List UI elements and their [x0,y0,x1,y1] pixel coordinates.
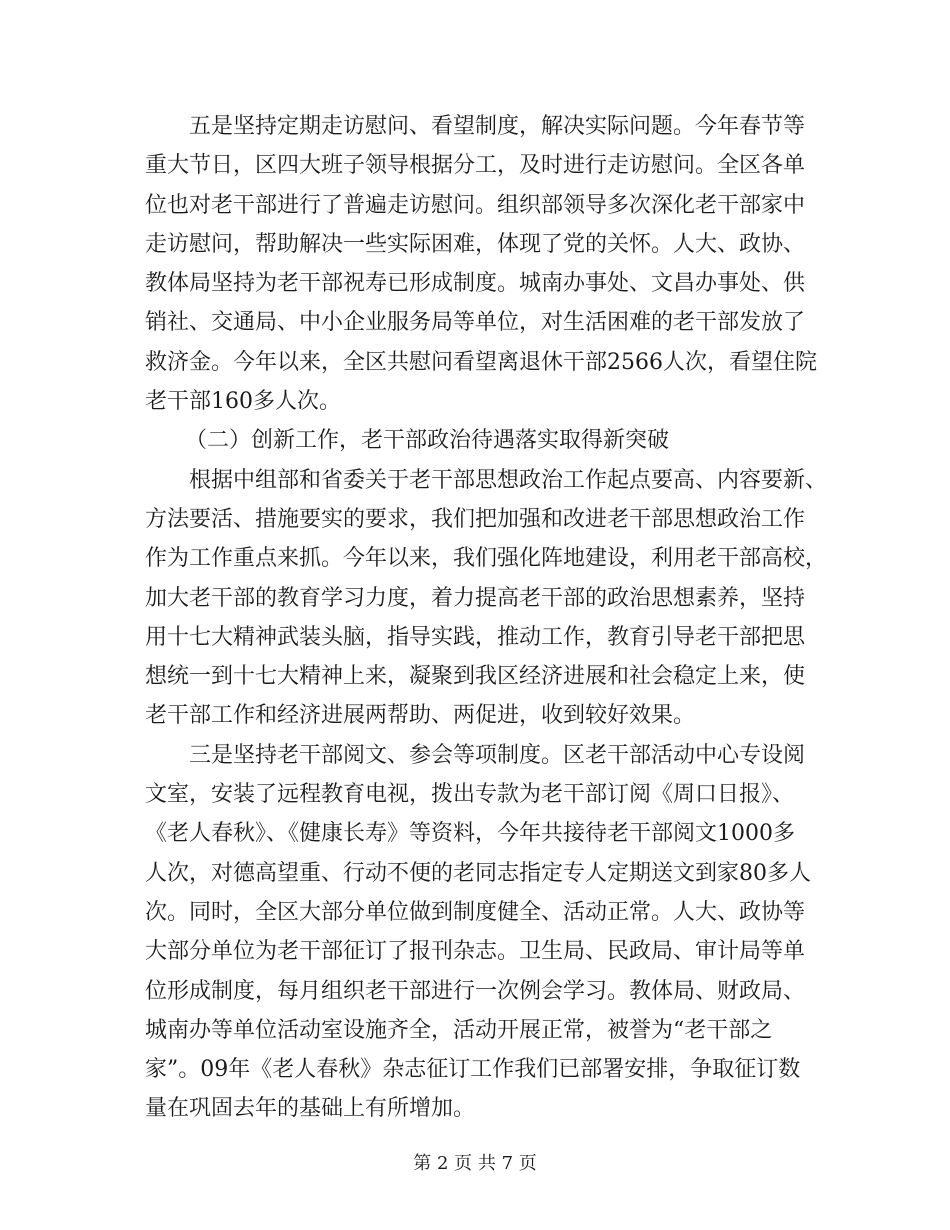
section-heading: （二）创新工作，老干部政治待遇落实取得新突破 [185,428,670,454]
paragraph-line: 救济金。今年以来，全区共慰问看望离退休干部2566人次，看望住院 [145,349,817,375]
paragraph-line: 城南办等单位活动室设施齐全，活动开展正常，被誉为“老干部之 [145,1017,773,1043]
paragraph-line: 次。同时，全区大部分单位做到制度健全、活动正常。人大、政协等 [145,899,806,925]
paragraph-line: 家”。09年《老人春秋》杂志征订工作我们已部署安排，争取征订数 [145,1057,801,1083]
paragraph-line: 三是坚持老干部阅文、参会等项制度。区老干部活动中心专设阅 [189,742,806,768]
paragraph-line: 量在巩固去年的基础上有所增加。 [145,1096,476,1122]
paragraph-line: 位也对老干部进行了普遍走访慰问。组织部领导多次深化老干部家中 [145,192,806,218]
paragraph-line: 老干部工作和经济进展两帮助、两促进，收到较好效果。 [145,703,696,729]
paragraph-line: 加大老干部的教育学习力度，着力提高老干部的政治思想素养，坚持 [145,585,806,611]
paragraph-line: 重大节日，区四大班子领导根据分工，及时进行走访慰问。全区各单 [145,153,806,179]
document-body [145,107,828,1129]
paragraph-line: 根据中组部和省委关于老干部思想政治工作起点要高、内容要新、 [189,467,828,493]
paragraph-line: 五是坚持定期走访慰问、看望制度，解决实际问题。今年春节等 [189,114,806,139]
paragraph-line: 用十七大精神武装头脑，指导实践，推动工作，教育引导老干部把思 [145,624,806,650]
page-number-footer: 第 2 页 共 7 页 [413,1153,537,1174]
paragraph-line: 《老人春秋》、《健康长寿》等资料，今年共接待老干部阅文1000多 [145,821,795,847]
paragraph-line: 教体局坚持为老干部祝寿已形成制度。城南办事处、文昌办事处、供 [145,271,806,297]
paragraph-line: 销社、交通局、中小企业服务局等单位，对生活困难的老干部发放了 [145,310,806,336]
paragraph-line: 方法要活、措施要实的要求，我们把加强和改进老干部思想政治工作 [145,506,806,532]
paragraph-line: 位形成制度，每月组织老干部进行一次例会学习。教体局、财政局、 [145,978,806,1004]
paragraph-line: 作为工作重点来抓。今年以来，我们强化阵地建设，利用老干部高校， [145,546,828,572]
paragraph-line: 文室，安装了远程教育电视，拨出专款为老干部订阅《周口日报》、 [145,782,795,808]
paragraph-line: 走访慰问，帮助解决一些实际困难，体现了党的关怀。人大、政协、 [145,231,806,257]
paragraph-line: 人次，对德高望重、行动不便的老同志指定专人定期送文到家80多人 [145,860,811,886]
paragraph-line: 大部分单位为老干部征订了报刊杂志。卫生局、民政局、审计局等单 [145,939,806,965]
paragraph-line: 想统一到十七大精神上来，凝聚到我区经济进展和社会稳定上来，使 [145,664,806,690]
paragraph-line: 老干部160多人次。 [145,389,341,415]
